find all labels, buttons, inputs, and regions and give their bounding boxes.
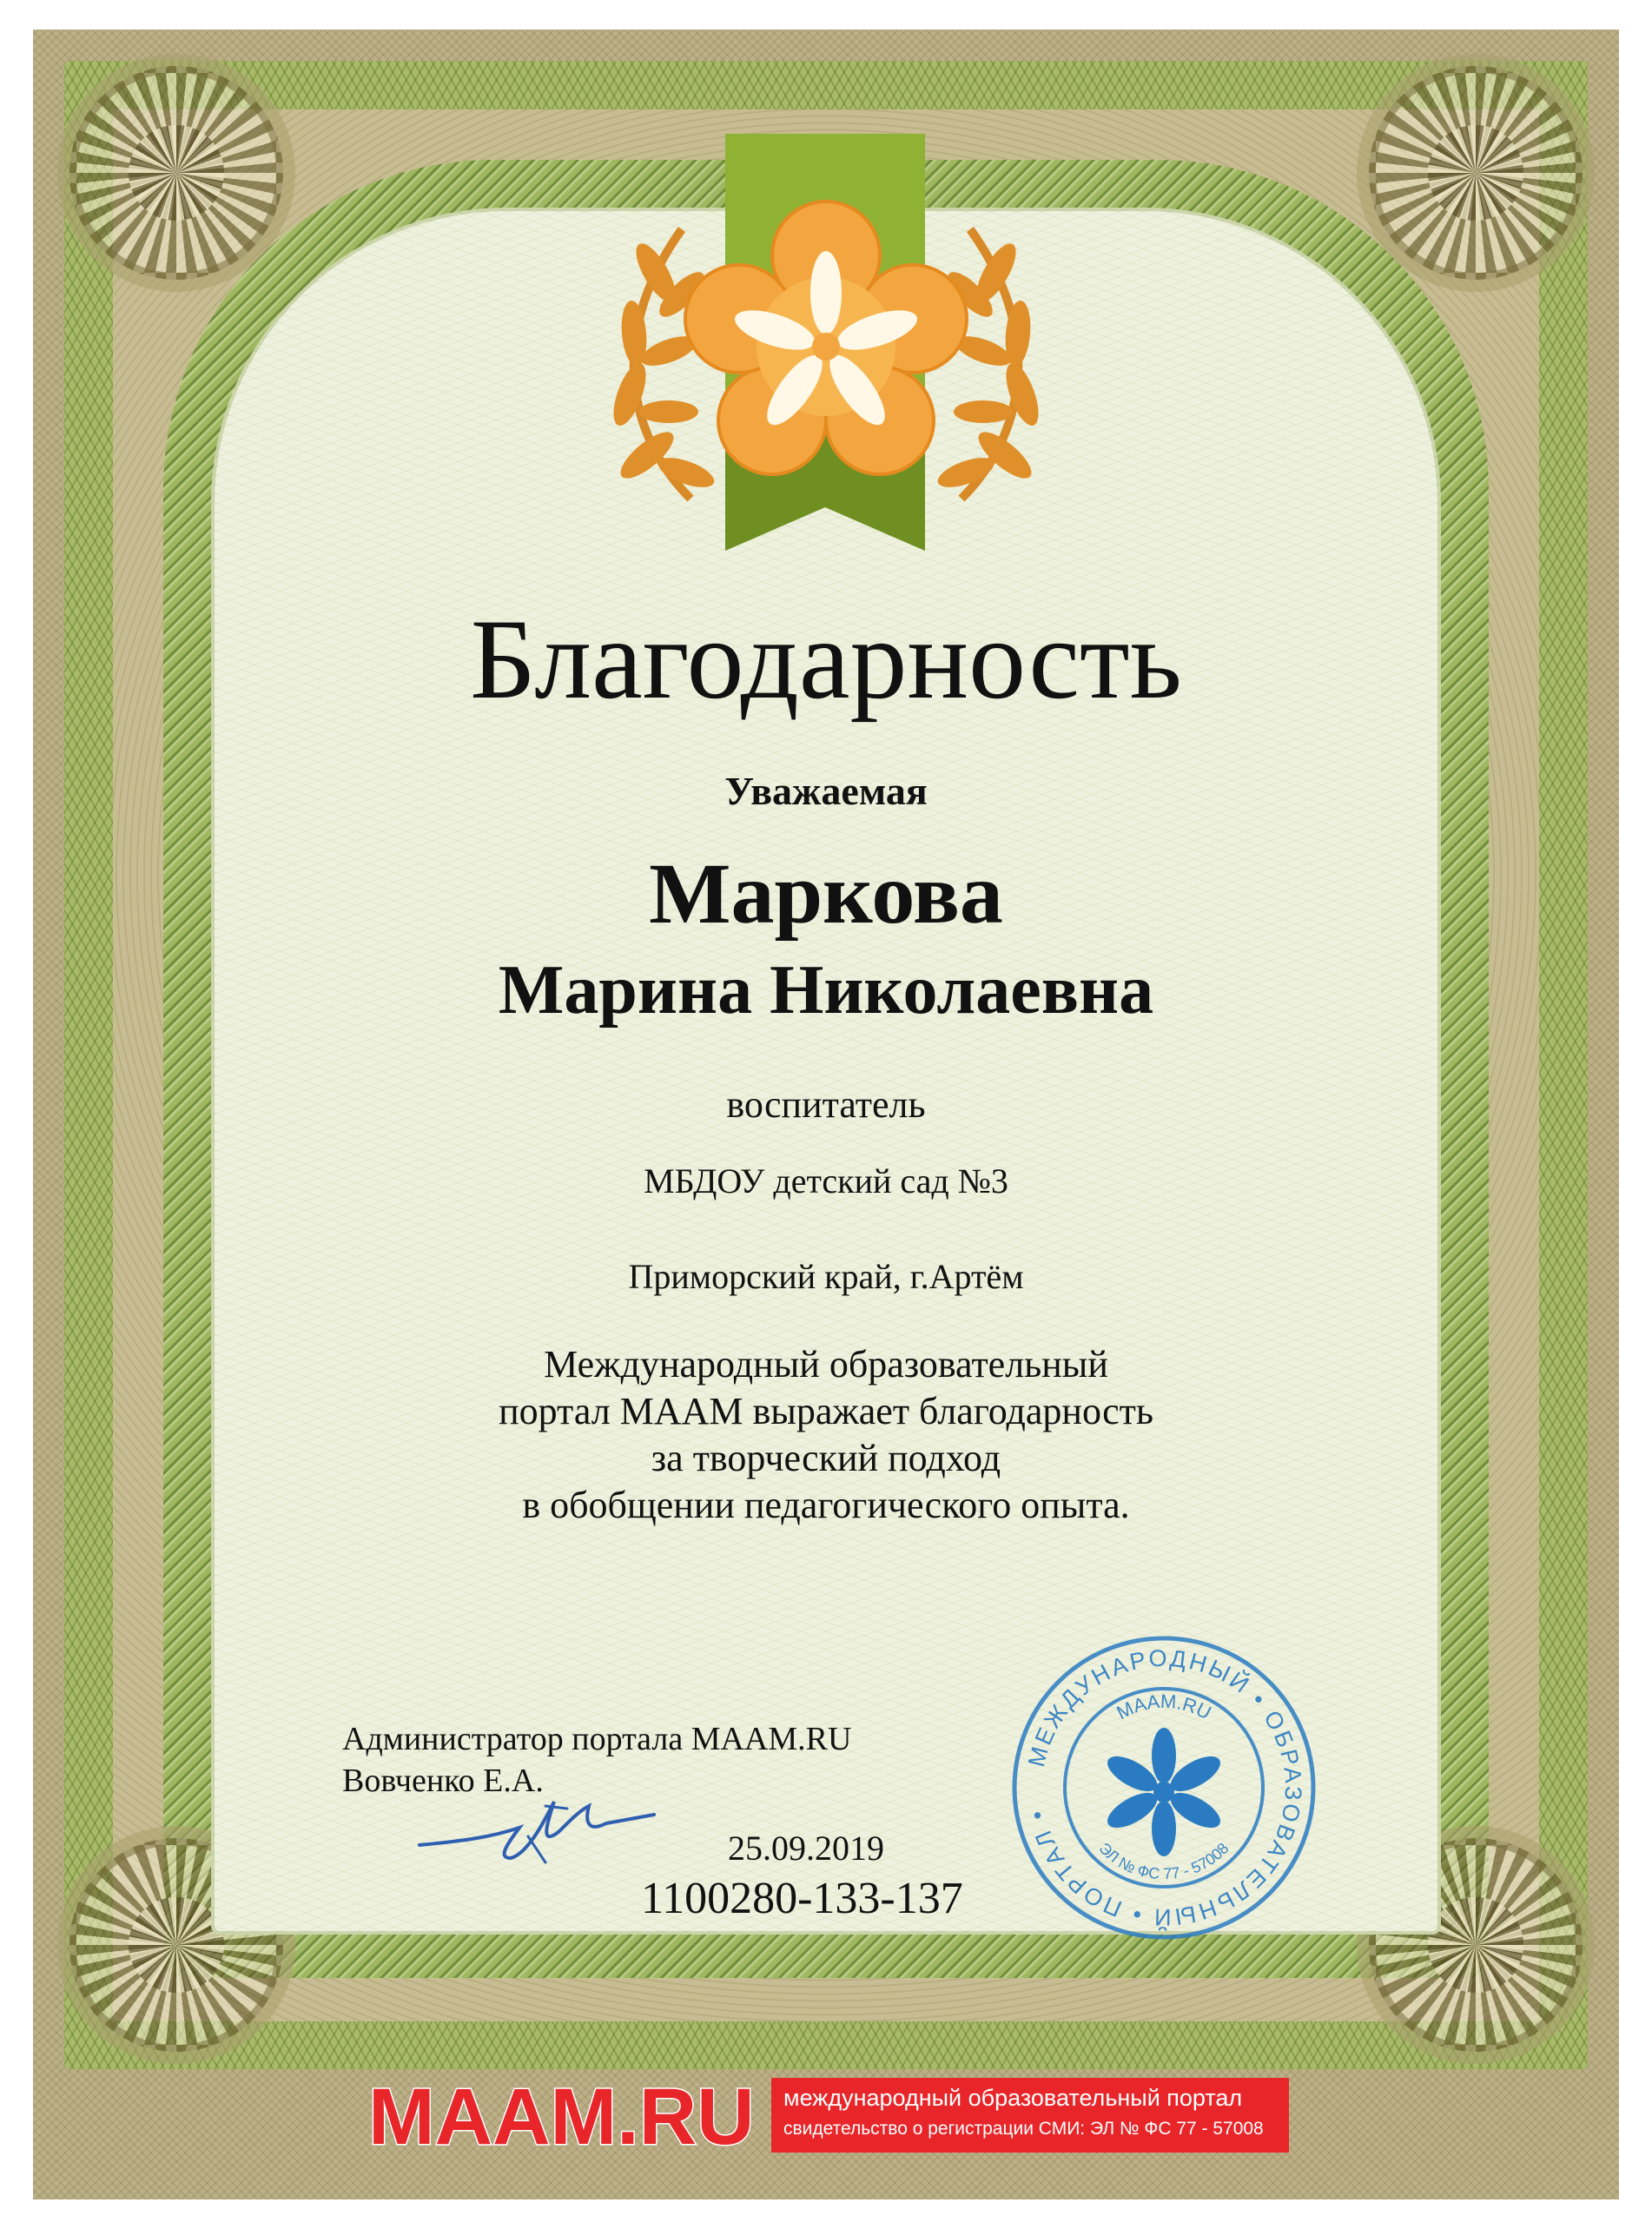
corner-rosette-top-left: [69, 66, 283, 280]
asterisk-flower-icon: [1102, 1728, 1226, 1856]
official-stamp: [1008, 1631, 1320, 1944]
stamp-registration-text: ЭЛ № ФС 77 - 57008: [1095, 1839, 1232, 1883]
footer-portal-name: международный образовательный портал: [783, 2085, 1243, 2111]
maam-logo: [363, 2073, 771, 2156]
message-line: Международный образовательный: [544, 1343, 1108, 1386]
salutation: Уважаемая: [724, 769, 928, 813]
recipient-region: Приморский край, г.Артём: [628, 1257, 1024, 1296]
stamp-outer-text: МЕЖДУНАРОДНЫЙ • ОБРАЗОВАТЕЛЬНЫЙ • ПОРТАЛ •: [1022, 1644, 1307, 1931]
footer-registration: свидетельство о регистрации СМИ: ЭЛ № ФС 77 - 57008: [783, 2119, 1264, 2139]
recipient-position: воспитатель: [726, 1083, 926, 1126]
logo-text: MAAM.RU: [368, 2073, 755, 2156]
signatory-title: Администратор портала MAAM.RU: [342, 1721, 852, 1757]
message-line: портал МААМ выражает благодарность: [499, 1390, 1153, 1432]
recipient-organization: МБДОУ детский сад №3: [644, 1161, 1008, 1200]
footer-text-box: [771, 2078, 1289, 2153]
message-line: за творческий подход: [651, 1437, 1001, 1479]
signature-icon: [415, 1784, 658, 1871]
certificate: [33, 30, 1619, 2199]
flower-emblem-icon: [586, 134, 1066, 568]
certificate-title: Благодарность: [470, 595, 1182, 723]
recipient-surname: Маркова: [649, 845, 1003, 942]
signatory-name: Вовченко Е.А.: [342, 1763, 544, 1799]
corner-rosette-top-right: [1369, 66, 1583, 280]
issue-date: 25.09.2019: [728, 1829, 884, 1868]
document-number: 1100280-133-137: [641, 1874, 963, 1923]
message-line: в обобщении педагогического опыта.: [522, 1484, 1130, 1526]
recipient-given-names: Марина Николаевна: [498, 952, 1154, 1029]
stamp-inner-text: MAAM.RU: [1113, 1690, 1215, 1724]
gratitude-message: [33, 1341, 1619, 1529]
